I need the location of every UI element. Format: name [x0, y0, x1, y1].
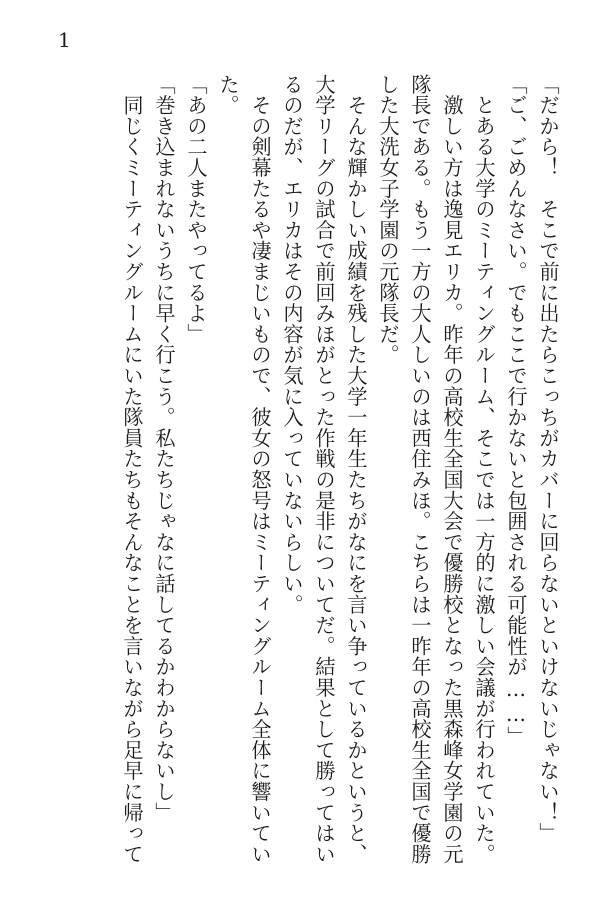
- text-line: た。: [216, 74, 240, 116]
- text-line: した大洗女子学園の元隊長だ。: [376, 74, 400, 366]
- text-line: とある大学のミーティングルーム、そこでは一方的に激しい会議が行われていた。: [472, 74, 496, 864]
- text-line: 同じくミーティングルームにいた隊員たちもそんなことを言いながら足早に帰って: [120, 74, 144, 864]
- text-line: 「巻き込まれないうちに早く行こう。私たちじゃなに話してるかわからないし」: [152, 74, 176, 823]
- page-number: 1: [58, 28, 71, 52]
- text-line: 激しい方は逸見エリカ。昨年の高校生全国大会で優勝校となった黒森峰女学園の元: [440, 74, 464, 864]
- text-line: 「だから！ そこで前に出たらこっちがカバーに回らないといけないじゃない！」: [536, 74, 560, 844]
- text-line: 「あの二人またやってるよ」: [184, 74, 208, 345]
- text-line: 隊長である。もう一方の大人しいのは西住みほ。こちらは一昨年の高校生全国で優勝: [408, 74, 432, 864]
- text-line: るのだが、エリカはその内容が気に入っていないらしい。: [280, 74, 304, 615]
- text-line: 大学リーグの試合で前回みほがとった作戦の是非についてだ。結果として勝ってはい: [312, 74, 336, 864]
- text-line: 「ご、ごめんなさい。でもここで行かないと包囲される可能性が……」: [504, 74, 528, 748]
- vertical-text-body: [44, 74, 564, 864]
- text-line: その剣幕たるや凄まじいもので、彼女の怒号はミーティングルーム全体に響いてい: [248, 74, 272, 864]
- text-line: そんな輝かしい成績を残した大学一年生たちがなにを言い争っているかというと、: [344, 74, 368, 864]
